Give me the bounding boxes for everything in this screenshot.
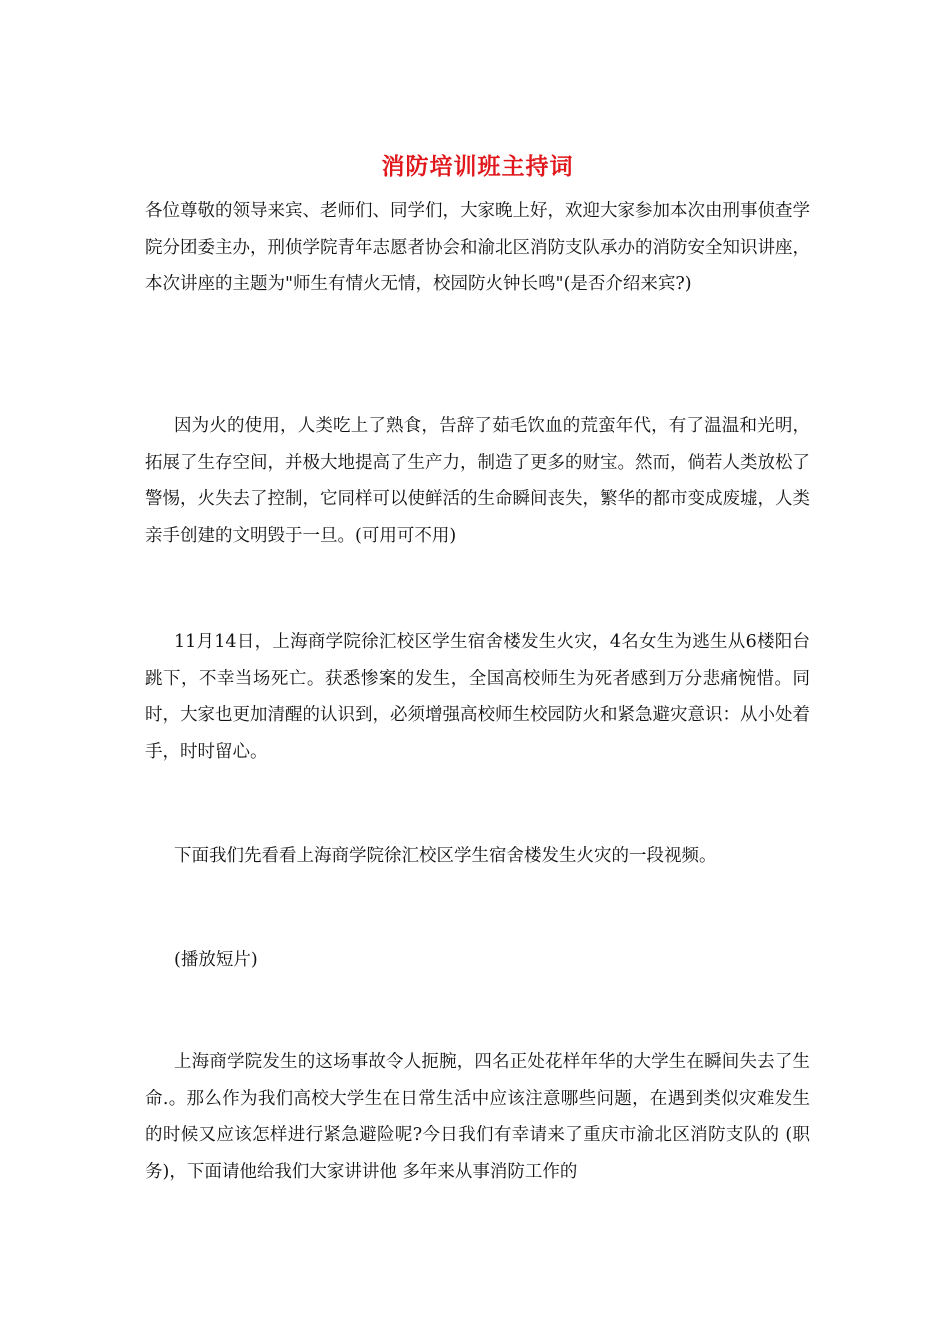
paragraph-fire-history: 因为火的使用，人类吃上了熟食，告辞了茹毛饮血的荒蛮年代，有了温温和光明，拓展了生存空间，并极大地提高了生产力，制造了更多的财宝。然而，倘若人类放松了警惕，火失去了控制，它同样可以使鲜活的生命瞬间丧失，繁华的都市变成废墟，人类亲手创建的文明毁于一旦。(可用可不用) [145, 416, 810, 546]
paragraph-incident: 11月14日，上海商学院徐汇校区学生宿舍楼发生火灾，4名女生为逃生从6楼阳台跳下，不幸当场死亡。获悉惨案的发生，全国高校师生为死者感到万分悲痛惋惜。同时，大家也更加清醒的认识到，必须增强高校师生校园防火和紧急避灾意识：从小处着手，时时留心。 [145, 632, 810, 762]
paragraph-video-intro: 下面我们先看看上海商学院徐汇校区学生宿舍楼发生火灾的一段视频。 [174, 846, 717, 866]
document-title: 消防培训班主持词 [381, 153, 574, 180]
paragraph-play-clip: (播放短片) [174, 950, 258, 970]
paragraph-speaker-intro: 上海商学院发生的这场事故令人扼腕，四名正处花样年华的大学生在瞬间失去了生命.。那么作为我们高校大学生在日常生活中应该注意哪些问题，在遇到类似灾难发生的时候又应该怎样进行紧急避险呢?今日我们有幸请来了重庆市渝北区消防支队的 (职务)，下面请他给我们大家讲讲他 多年来从事消防工作的 [145, 1052, 810, 1182]
paragraph-opening: 各位尊敬的领导来宾、老师们、同学们，大家晚上好，欢迎大家参加本次由刑事侦查学院分团委主办，刑侦学院青年志愿者协会和渝北区消防支队承办的消防安全知识讲座，本次讲座的主题为"师生有情火无情，校园防火钟长鸣"(是否介绍来宾?) [145, 201, 810, 294]
